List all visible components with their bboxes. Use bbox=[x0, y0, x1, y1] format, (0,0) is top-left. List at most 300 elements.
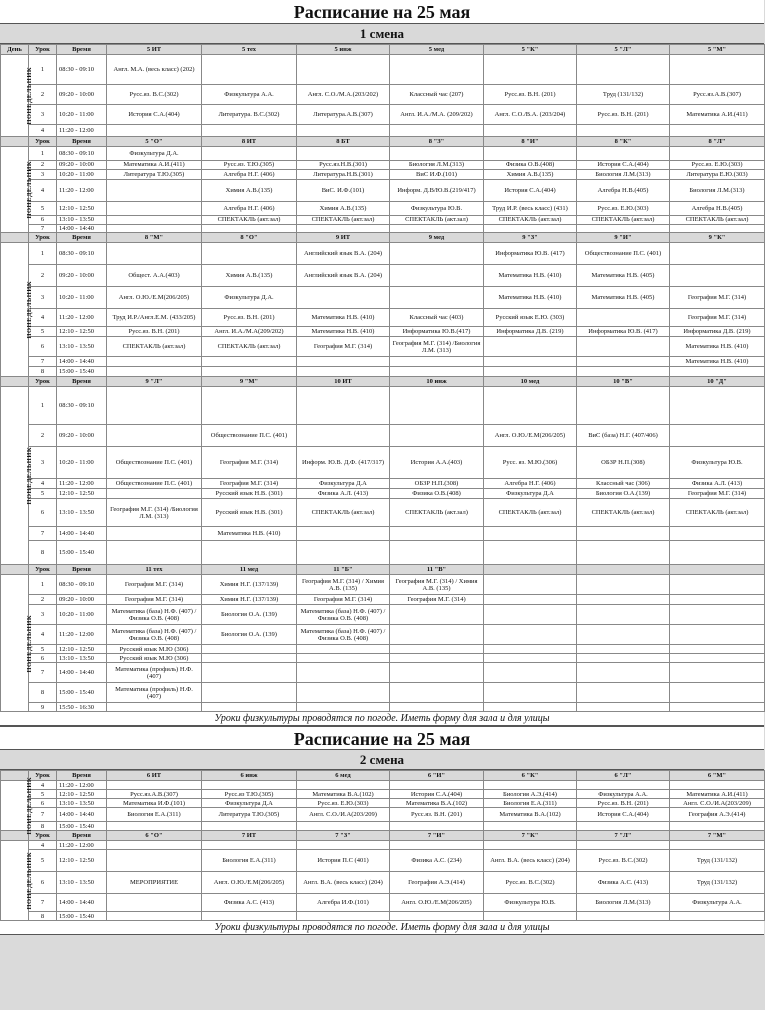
lesson-cell bbox=[107, 243, 202, 265]
lesson-row bbox=[1, 309, 765, 327]
lesson-time: 09:20 - 10:00 bbox=[57, 85, 107, 105]
lesson-cell: Литература. В.С.(302) bbox=[202, 105, 297, 125]
lesson-cell: ОБЗР Н.П.(308) bbox=[390, 479, 484, 489]
lesson-cell bbox=[484, 683, 577, 703]
lesson-cell: СПЕКТАКЛЬ (акт.зал) bbox=[670, 499, 765, 527]
lesson-row bbox=[1, 894, 765, 912]
lesson-cell: Информатика Д.В. (219) bbox=[670, 327, 765, 337]
class-header: 9 "З" bbox=[484, 233, 577, 243]
lesson-cell: Физкультура А.А. bbox=[202, 85, 297, 105]
lesson-cell bbox=[577, 654, 670, 663]
lesson-cell: Информ. Д.В/Ю.В.(219/417) bbox=[390, 180, 484, 202]
lesson-cell bbox=[297, 367, 390, 377]
lesson-time: 15:00 - 15:40 bbox=[57, 822, 107, 831]
day-cell bbox=[1, 387, 34, 565]
lesson-cell bbox=[107, 850, 202, 872]
lesson-cell bbox=[297, 703, 390, 712]
lesson-cell: Русс.яз. В.С.(302) bbox=[484, 872, 577, 894]
lesson-cell: Математика (профиль) Н.Ф. (407) bbox=[107, 663, 202, 683]
lesson-header: Урок bbox=[29, 771, 57, 781]
lesson-cell bbox=[670, 55, 765, 85]
lesson-time: 13:10 - 13:50 bbox=[57, 216, 107, 225]
lesson-cell: Физика О.В.(408) bbox=[484, 161, 577, 170]
lesson-cell: СПЕКТАКЛЬ (акт.зал) bbox=[202, 337, 297, 357]
lesson-cell: Физкультура Д.А bbox=[202, 799, 297, 808]
lesson-cell bbox=[390, 287, 484, 309]
lesson-number: 3 bbox=[29, 447, 57, 479]
lesson-cell: Биология О.А. (139) bbox=[202, 625, 297, 645]
lesson-cell: ОБЗР Н.П.(308) bbox=[577, 447, 670, 479]
lesson-number: 4 bbox=[29, 479, 57, 489]
time-header: Время bbox=[57, 771, 107, 781]
lesson-cell bbox=[484, 625, 577, 645]
lesson-cell bbox=[577, 541, 670, 565]
lesson-time: 14:00 - 14:40 bbox=[57, 894, 107, 912]
day-label: ПОНЕДЕЛЬНИК bbox=[26, 852, 34, 910]
lesson-row bbox=[1, 387, 765, 425]
class-header: 7 "Л" bbox=[577, 831, 670, 841]
lesson-cell bbox=[577, 703, 670, 712]
lesson-cell bbox=[390, 225, 484, 233]
lesson-time: 10:20 - 11:00 bbox=[57, 105, 107, 125]
lesson-header: Урок bbox=[29, 137, 57, 147]
lesson-row bbox=[1, 799, 765, 808]
lesson-cell: География М.Г. (314) bbox=[670, 287, 765, 309]
class-header: 10 ИТ bbox=[297, 377, 390, 387]
page-title-2: Расписание на 25 мая bbox=[0, 726, 764, 750]
class-header: 5 мед bbox=[390, 45, 484, 55]
class-header: 10 инж bbox=[390, 377, 484, 387]
lesson-cell bbox=[670, 822, 765, 831]
lesson-row bbox=[1, 327, 765, 337]
lesson-cell: Классный час (207) bbox=[390, 85, 484, 105]
lesson-cell bbox=[577, 605, 670, 625]
lesson-cell bbox=[577, 822, 670, 831]
lesson-cell: Физкультура Ю.В. bbox=[670, 447, 765, 479]
lesson-cell bbox=[107, 822, 202, 831]
lesson-cell bbox=[484, 527, 577, 541]
lesson-cell bbox=[577, 781, 670, 790]
weather-note: Уроки физкультуры проводятся по погоде. Иметь форму для зала и для улицы bbox=[0, 712, 764, 726]
lesson-cell: Математика Н.В. (410) bbox=[670, 337, 765, 357]
lesson-number: 4 bbox=[29, 781, 57, 790]
lesson-cell bbox=[577, 595, 670, 605]
lesson-number: 5 bbox=[29, 489, 57, 499]
lesson-number: 3 bbox=[29, 605, 57, 625]
schedule-table-shift-1 bbox=[0, 44, 765, 712]
lesson-cell bbox=[202, 654, 297, 663]
lesson-cell bbox=[297, 654, 390, 663]
class-header: 8 "З" bbox=[390, 137, 484, 147]
lesson-cell bbox=[107, 357, 202, 367]
time-header: Время bbox=[57, 831, 107, 841]
class-header: 8 "О" bbox=[202, 233, 297, 243]
lesson-cell: Литература Т.Ю.(305) bbox=[202, 808, 297, 822]
lesson-cell: Англ. О.Ю./Е.М(206/205) bbox=[202, 872, 297, 894]
lesson-cell: Литература.А.В.(307) bbox=[297, 105, 390, 125]
lesson-number: 7 bbox=[29, 663, 57, 683]
lesson-row bbox=[1, 170, 765, 180]
lesson-row bbox=[1, 683, 765, 703]
lesson-cell: Русс.яз.А.В.(307) bbox=[107, 790, 202, 799]
weather-note-2: Уроки физкультуры проводятся по погоде. Иметь форму для зала и для улицы bbox=[0, 921, 764, 935]
lesson-cell: Математика (база) Н.Ф. (407) / Физика О.В. (408) bbox=[297, 605, 390, 625]
lesson-header: Урок bbox=[29, 233, 57, 243]
lesson-cell bbox=[297, 387, 390, 425]
class-header-row bbox=[1, 45, 765, 55]
lesson-cell: Биология О.А.(139) bbox=[577, 489, 670, 499]
lesson-cell: Химия А.В.(135) bbox=[202, 180, 297, 202]
lesson-row bbox=[1, 790, 765, 799]
lesson-cell: Англ. С.О./И.А(203/209) bbox=[670, 799, 765, 808]
lesson-time: 12:10 - 12:50 bbox=[57, 645, 107, 654]
page-title: Расписание на 25 мая bbox=[0, 0, 764, 24]
lesson-cell: Химия Н.Г. (137/139) bbox=[202, 575, 297, 595]
lesson-time: 08:30 - 09:10 bbox=[57, 55, 107, 85]
lesson-time: 13:10 - 13:50 bbox=[57, 654, 107, 663]
lesson-cell: География М.Г. (314) /Биология Л.М. (313) bbox=[107, 499, 202, 527]
lesson-number: 6 bbox=[29, 216, 57, 225]
day-cell bbox=[1, 777, 34, 835]
class-header: 7 "И" bbox=[390, 831, 484, 841]
lesson-cell: Англ. М.А. (весь класс) (202) bbox=[107, 55, 202, 85]
lesson-row bbox=[1, 425, 765, 447]
lesson-cell bbox=[577, 683, 670, 703]
lesson-number: 4 bbox=[29, 180, 57, 202]
lesson-cell: Алгебра Н.В.(405) bbox=[670, 202, 765, 216]
lesson-cell: Информатика Д.В. (219) bbox=[484, 327, 577, 337]
lesson-cell: География М.Г. (314) bbox=[670, 489, 765, 499]
lesson-cell bbox=[577, 55, 670, 85]
lesson-number: 3 bbox=[29, 105, 57, 125]
lesson-cell: Физкультура Д.А bbox=[297, 479, 390, 489]
lesson-time: 09:20 - 10:00 bbox=[57, 425, 107, 447]
lesson-time: 11:20 - 12:00 bbox=[57, 309, 107, 327]
lesson-cell bbox=[670, 265, 765, 287]
lesson-number: 6 bbox=[29, 872, 57, 894]
lesson-cell: Математика В.А.(102) bbox=[297, 790, 390, 799]
lesson-cell: Математика Н.В. (410) bbox=[484, 287, 577, 309]
lesson-time: 12:10 - 12:50 bbox=[57, 850, 107, 872]
lesson-cell bbox=[484, 912, 577, 921]
lesson-cell: История С.А.(404) bbox=[107, 105, 202, 125]
lesson-cell: Физкультура А.А. bbox=[577, 790, 670, 799]
lesson-cell: Физкультура Ю.В. bbox=[390, 202, 484, 216]
class-header: 7 "К" bbox=[484, 831, 577, 841]
lesson-cell bbox=[390, 654, 484, 663]
lesson-cell: Русс. яз. М.Ю.(306) bbox=[484, 447, 577, 479]
lesson-cell bbox=[390, 125, 484, 137]
lesson-cell: Биология Л.М.(313) bbox=[670, 180, 765, 202]
lesson-cell: Русский язык М.Ю (306) bbox=[107, 645, 202, 654]
day-label: ПОНЕДЕЛЬНИК bbox=[26, 160, 34, 219]
lesson-number: 4 bbox=[29, 625, 57, 645]
lesson-cell bbox=[670, 541, 765, 565]
lesson-cell: Биология Л.М.(313) bbox=[577, 894, 670, 912]
lesson-header: Урок bbox=[29, 565, 57, 575]
lesson-cell: Физкультура Д.А. bbox=[202, 287, 297, 309]
lesson-cell: СПЕКТАКЛЬ (акт.зал) bbox=[297, 216, 390, 225]
lesson-cell bbox=[670, 625, 765, 645]
class-header-row bbox=[1, 233, 765, 243]
class-header: 8 "И" bbox=[484, 137, 577, 147]
class-header: 5 инж bbox=[297, 45, 390, 55]
day-label: ПОНЕДЕЛЬНИК bbox=[26, 66, 34, 125]
lesson-cell: Физика А.С. (413) bbox=[202, 894, 297, 912]
lesson-cell: СПЕКТАКЛЬ (акт.зал) bbox=[670, 216, 765, 225]
lesson-cell: Биология Л.М.(313) bbox=[390, 161, 484, 170]
lesson-row bbox=[1, 125, 765, 137]
lesson-cell: Русс.яз. В.Н. (201) bbox=[107, 327, 202, 337]
class-header: 8 БТ bbox=[297, 137, 390, 147]
lesson-time: 13:10 - 13:50 bbox=[57, 499, 107, 527]
lesson-cell: Биология Е.А.(311) bbox=[484, 799, 577, 808]
lesson-cell: Русс.яз. В.Н. (201) bbox=[202, 309, 297, 327]
lesson-cell: Англ. В.А. (весь класс) (204) bbox=[297, 872, 390, 894]
lesson-cell: СПЕКТАКЛЬ (акт.зал) bbox=[107, 337, 202, 357]
lesson-cell: Химия А.В.(135) bbox=[484, 170, 577, 180]
lesson-cell bbox=[577, 575, 670, 595]
time-header: Время bbox=[57, 137, 107, 147]
lesson-number: 6 bbox=[29, 337, 57, 357]
lesson-cell bbox=[670, 663, 765, 683]
class-header: 8 "К" bbox=[577, 137, 670, 147]
lesson-cell: Биология О.А. (139) bbox=[202, 605, 297, 625]
lesson-number: 7 bbox=[29, 527, 57, 541]
lesson-time: 09:20 - 10:00 bbox=[57, 265, 107, 287]
lesson-cell bbox=[202, 645, 297, 654]
lesson-time: 10:20 - 11:00 bbox=[57, 287, 107, 309]
lesson-cell bbox=[670, 683, 765, 703]
lesson-cell: Русс.яз. В.С.(302) bbox=[107, 85, 202, 105]
lesson-cell: Информатика Ю.В. (417) bbox=[577, 327, 670, 337]
day-header bbox=[1, 137, 29, 147]
day-header bbox=[1, 565, 29, 575]
class-header: 6 "И" bbox=[390, 771, 484, 781]
lesson-row bbox=[1, 912, 765, 921]
lesson-cell: География М.Г. (314) bbox=[107, 575, 202, 595]
lesson-cell: Информатика Ю.В. (417) bbox=[484, 243, 577, 265]
lesson-cell bbox=[202, 243, 297, 265]
class-header-row bbox=[1, 565, 765, 575]
lesson-cell bbox=[202, 225, 297, 233]
lesson-cell bbox=[577, 625, 670, 645]
lesson-row bbox=[1, 265, 765, 287]
lesson-cell bbox=[390, 55, 484, 85]
lesson-cell: Математика Н.В. (410) bbox=[297, 309, 390, 327]
lesson-cell: Англ. С.О./В.А. (203/204) bbox=[484, 105, 577, 125]
lesson-cell: Обществознание П.С. (401) bbox=[107, 479, 202, 489]
lesson-time: 13:10 - 13:50 bbox=[57, 872, 107, 894]
lesson-row bbox=[1, 808, 765, 822]
lesson-cell: Труд И.Р. (весь класс) (431) bbox=[484, 202, 577, 216]
lesson-cell bbox=[107, 894, 202, 912]
lesson-number: 8 bbox=[29, 683, 57, 703]
lesson-number: 1 bbox=[29, 147, 57, 161]
lesson-cell bbox=[670, 147, 765, 161]
lesson-cell bbox=[390, 367, 484, 377]
lesson-row bbox=[1, 625, 765, 645]
lesson-cell bbox=[202, 841, 297, 850]
lesson-time: 09:20 - 10:00 bbox=[57, 161, 107, 170]
lesson-cell bbox=[484, 781, 577, 790]
lesson-time: 10:20 - 11:00 bbox=[57, 605, 107, 625]
lesson-cell: Математика Н.В. (405) bbox=[577, 265, 670, 287]
lesson-cell bbox=[577, 357, 670, 367]
lesson-time: 10:20 - 11:00 bbox=[57, 170, 107, 180]
lesson-cell bbox=[390, 357, 484, 367]
lesson-cell: Англ. И.А./М.А. (209/202) bbox=[390, 105, 484, 125]
lesson-time: 14:00 - 14:40 bbox=[57, 663, 107, 683]
lesson-cell: Физика А.Л. (413) bbox=[670, 479, 765, 489]
lesson-row bbox=[1, 287, 765, 309]
lesson-time: 12:10 - 12:50 bbox=[57, 327, 107, 337]
lesson-cell bbox=[107, 912, 202, 921]
lesson-number: 8 bbox=[29, 541, 57, 565]
lesson-time: 14:00 - 14:40 bbox=[57, 808, 107, 822]
lesson-cell: Биология Е.А.(311) bbox=[107, 808, 202, 822]
class-header: 5 "М" bbox=[670, 45, 765, 55]
lesson-cell: Химия А.В.(135) bbox=[297, 202, 390, 216]
lesson-cell bbox=[670, 125, 765, 137]
lesson-cell bbox=[670, 575, 765, 595]
lesson-cell bbox=[297, 645, 390, 654]
lesson-cell bbox=[484, 663, 577, 683]
lesson-time: 08:30 - 09:10 bbox=[57, 147, 107, 161]
lesson-cell bbox=[484, 605, 577, 625]
lesson-cell: Англ. О.Ю./Е.М(206/205) bbox=[107, 287, 202, 309]
lesson-cell bbox=[484, 357, 577, 367]
lesson-cell: СПЕКТАКЛЬ (акт.зал) bbox=[202, 216, 297, 225]
lesson-cell bbox=[670, 654, 765, 663]
lesson-row bbox=[1, 447, 765, 479]
lesson-number: 6 bbox=[29, 654, 57, 663]
lesson-cell bbox=[390, 605, 484, 625]
lesson-cell bbox=[107, 703, 202, 712]
lesson-cell: Англ. О.Ю./Е.М(206/205) bbox=[484, 425, 577, 447]
lesson-number: 7 bbox=[29, 225, 57, 233]
time-header: Время bbox=[57, 377, 107, 387]
lesson-cell bbox=[297, 541, 390, 565]
lesson-cell bbox=[390, 625, 484, 645]
class-header-row bbox=[1, 377, 765, 387]
class-header-row bbox=[1, 831, 765, 841]
lesson-cell bbox=[670, 781, 765, 790]
lesson-cell bbox=[390, 645, 484, 654]
lesson-number: 2 bbox=[29, 85, 57, 105]
lesson-number: 7 bbox=[29, 357, 57, 367]
lesson-cell: Русс.яз. В.Н. (201) bbox=[577, 799, 670, 808]
lesson-cell bbox=[202, 663, 297, 683]
lesson-cell bbox=[577, 645, 670, 654]
lesson-cell bbox=[202, 55, 297, 85]
lesson-cell: Труд (131/132) bbox=[670, 850, 765, 872]
lesson-cell: Русс.яз. В.Н. (201) bbox=[577, 105, 670, 125]
lesson-cell: Русс.яз.А.В.(307) bbox=[670, 85, 765, 105]
lesson-cell: Английский язык В.А. (204) bbox=[297, 265, 390, 287]
lesson-cell bbox=[202, 912, 297, 921]
day-cell bbox=[1, 841, 34, 921]
lesson-cell bbox=[577, 309, 670, 327]
class-header: 6 "О" bbox=[107, 831, 202, 841]
lesson-cell: МЕРОПРИЯТИЕ bbox=[107, 872, 202, 894]
day-label: ПОНЕДЕЛЬНИК bbox=[26, 614, 34, 673]
class-header: 6 "Л" bbox=[577, 771, 670, 781]
lesson-cell bbox=[484, 575, 577, 595]
lesson-cell: Труд (131/132) bbox=[670, 872, 765, 894]
lesson-cell: Русский язык Н.В. (301) bbox=[202, 489, 297, 499]
lesson-time: 15:00 - 15:40 bbox=[57, 912, 107, 921]
lesson-cell: Математика А.И.(411) bbox=[670, 790, 765, 799]
class-header: 9 ИТ bbox=[297, 233, 390, 243]
lesson-cell bbox=[107, 527, 202, 541]
lesson-row bbox=[1, 781, 765, 790]
lesson-cell bbox=[202, 387, 297, 425]
lesson-cell bbox=[107, 425, 202, 447]
lesson-cell bbox=[107, 216, 202, 225]
day-header bbox=[1, 771, 29, 781]
lesson-cell bbox=[484, 367, 577, 377]
lesson-cell bbox=[202, 683, 297, 703]
lesson-number: 5 bbox=[29, 327, 57, 337]
lesson-number: 4 bbox=[29, 841, 57, 850]
lesson-cell: Англ. О.Ю./Е.М(206/205) bbox=[390, 894, 484, 912]
lesson-cell: Математика Н.В. (410) bbox=[202, 527, 297, 541]
lesson-cell: Англ. С.О./И.А(203/209) bbox=[297, 808, 390, 822]
lesson-time: 15:00 - 15:40 bbox=[57, 367, 107, 377]
lesson-cell: ВиС И.Ф.(101) bbox=[390, 170, 484, 180]
lesson-cell: СПЕКТАКЛЬ (акт.зал) bbox=[390, 216, 484, 225]
lesson-time: 08:30 - 09:10 bbox=[57, 575, 107, 595]
lesson-cell: Русский язык Н.В. (301) bbox=[202, 499, 297, 527]
lesson-cell: Химия Н.Г. (137/139) bbox=[202, 595, 297, 605]
day-cell bbox=[1, 55, 34, 137]
lesson-row bbox=[1, 841, 765, 850]
lesson-row bbox=[1, 357, 765, 367]
shift-title-2: 2 смена bbox=[0, 750, 764, 770]
lesson-cell: Биология А.Э.(414) bbox=[484, 790, 577, 799]
lesson-cell bbox=[670, 841, 765, 850]
lesson-cell bbox=[577, 367, 670, 377]
lesson-cell bbox=[577, 841, 670, 850]
lesson-cell bbox=[202, 125, 297, 137]
lesson-cell bbox=[484, 387, 577, 425]
lesson-cell: СПЕКТАКЛЬ (акт.зал) bbox=[484, 499, 577, 527]
day-cell bbox=[1, 147, 34, 233]
lesson-cell: География М.Г. (314) /Биология Л.М. (313) bbox=[390, 337, 484, 357]
lesson-time: 13:10 - 13:50 bbox=[57, 799, 107, 808]
lesson-row bbox=[1, 367, 765, 377]
lesson-cell: Классный час (403) bbox=[390, 309, 484, 327]
class-header: 11 мед bbox=[202, 565, 297, 575]
lesson-cell bbox=[297, 683, 390, 703]
lesson-cell bbox=[390, 703, 484, 712]
lesson-time: 11:20 - 12:00 bbox=[57, 125, 107, 137]
lesson-cell: Англ. С.О./М.А.(203/202) bbox=[297, 85, 390, 105]
lesson-cell bbox=[297, 781, 390, 790]
lesson-row bbox=[1, 575, 765, 595]
lesson-header: Урок bbox=[29, 831, 57, 841]
lesson-cell bbox=[484, 147, 577, 161]
lesson-cell bbox=[577, 912, 670, 921]
lesson-cell: Русс.яз. Т.Ю.(305) bbox=[202, 161, 297, 170]
lesson-cell bbox=[390, 822, 484, 831]
lesson-cell bbox=[577, 125, 670, 137]
class-header: 8 ИТ bbox=[202, 137, 297, 147]
lesson-cell: Биология Л.М.(313) bbox=[577, 170, 670, 180]
lesson-cell bbox=[670, 425, 765, 447]
lesson-cell: Литература Т.Ю.(305) bbox=[107, 170, 202, 180]
